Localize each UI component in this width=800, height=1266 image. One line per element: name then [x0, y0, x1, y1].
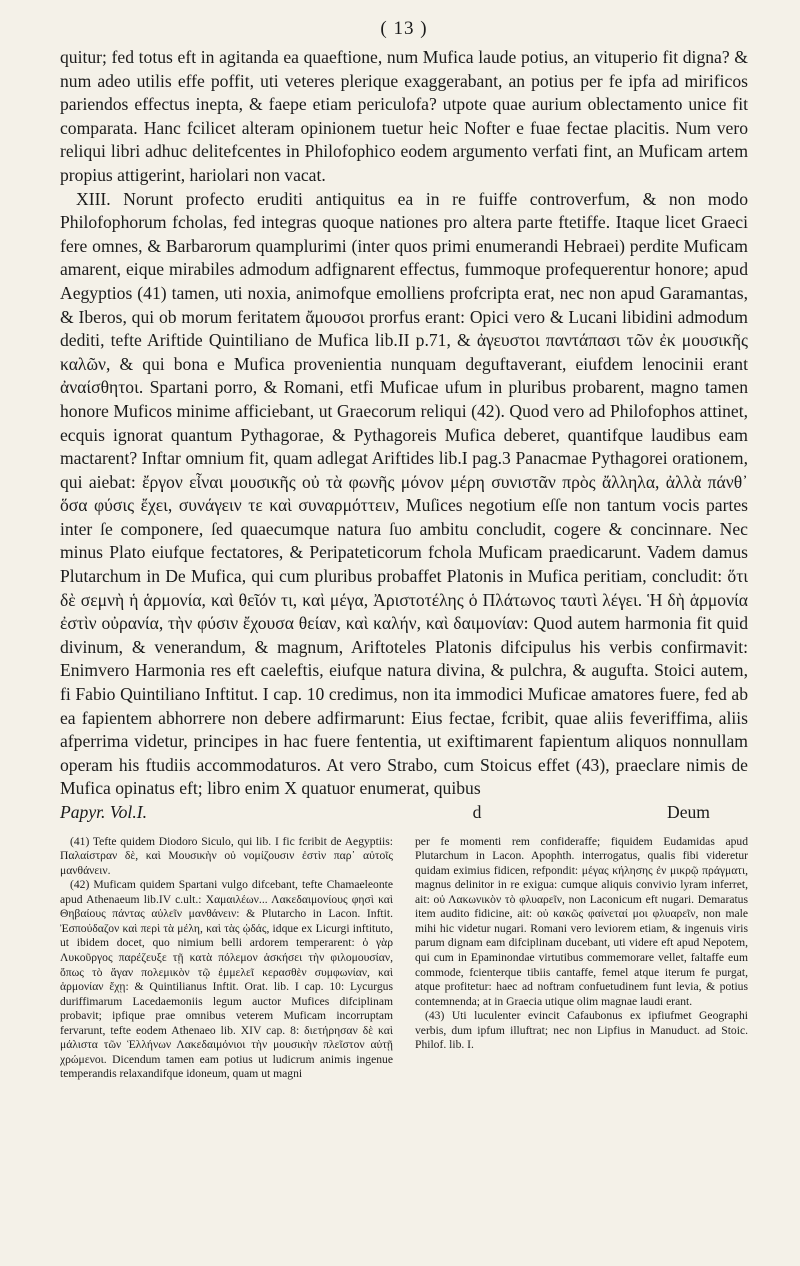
footnote-43: (43) Uti luculenter evincit Cafaubonus ex ipfiufmet Geographi verbis, dum ipfum illuftrat; nec non Lipfius in Manuduct. ad Stoic. Philof. lib. I.: [415, 1009, 748, 1052]
paragraph-section-xiii: XIII. Norunt profecto eruditi antiquitus ea in re fuiffe controverfum, & non modo Philofophorum fcholas, fed integras quoque nationes pro altera parte ftetiffe. Itaque licet Graeci fere omnes, & Barbarorum quamplurimi (inter quos primi enumerandi Hebraei) perdite Muficam amarent, eique mirabiles admodum adfignarent effectus, fummoque profequerentur honore; apud Aegyptios (41) tamen, uti noxia, animofque emolliens profcripta erat, nec non apud Garamantas, & Iberos, qui ob morum feritatem ἄμουσοι prorfus erant: Opici vero & Lucani libidini admodum dediti, tefte Ariftide Quintiliano de Mufica lib.II p.71, & ἀγευστοι παντάπασι τῶν ἐκ μουσικῆς καλῶν, & qui bona e Mufica provenientia nunquam deguftaverant, eiufdem lenocinii erant ἀναίσθητοι. Spartani porro, & Romani, etfi Muficae ufum in pluribus probarent, magno tamen honore Muficos minime afficiebant, ut Graecorum reliqui (42). Quod vero ad Philofophos attinet, ecquis ignorat quantum Pythagorae, & Pythagoreis Mufica deberet, quantifque laudibus eam mactarent? Inftar omnium fit, quam adlegat Ariftides lib.I pag.3 Panacmae Pythagorei orationem, qui aiebat: ἔργον εἶναι μουσικῆς οὐ τὰ φωνῆς μόνον μέρη συνιστᾶν πρὸς ἄλληλα, ἀλλὰ πάνθ᾽ ὅσα φύσις ἔχει, συνάγειν τε καὶ συναρμόττειν, Muſices negotium eſſe non tantum vocis partes inter ſe componere, ſed quaecumque natura ſuo ambitu concludit, cogere & concinnare. Nec minus Plato eiufque fectatores, & Peripateticorum fchola Muficam praedicarunt. Vadem damus Plutarchum in De Mufica, qui cum pluribus probaffet Platonis in Mufica peritiam, concludit: ὅτι δὲ σεμνὴ ἡ ἁρμονία, καὶ θεῖόν τι, καὶ μέγα, Ἀριστοτέλης ὁ Πλάτωνος ταυτὶ λέγει. Ἡ δὴ ἁρμονία ἐστὶν οὐρανία, τὴν φύσιν ἔχουσα θείαν, καὶ καλήν, καὶ δαιμονίαν: Quod autem harmonia fit quid divinum, & venerandum, & magnum, Ariftoteles Platonis difcipulus his verbis confirmavit: Enimvero Harmonia res eft caeleftis, eiufque natura divina, & pulchra, & augufta. Stoici autem, fi Fabio Quintiliano Inftitut. I cap. 10 credimus, non ita immodici Muficae amatores fuere, fed ab ea fapientem abhorrere non debere adfirmarunt: Eius fectae, fcribit, quae aliis feveriffima, aliis afperrima videtur, principes in hac fuere fententia, ut exiftimarent fapientum aliquos nonnullam operam his ftudiis accommodaturos. At vero Strabo, cum Stoicus effet (43), praeclare nimis de Mufica opinatus eft; libro enim X quatuor enumerat, quibus: [60, 188, 748, 799]
footnote-42-continued: per fe momenti rem confideraffe; fiquidem Eudamidas apud Plutarchum in Lacon. Apophth. interrogatus, qualis fibi videretur quidam eximius fidicen, refpondit: μέγας κήλησης ἐν μικρῷ πράγματι, magnus delinitor in re exigua: cumque aliquis convivio lyram inferret, ait: οὐ Λακωνικὸν τὸ φλυαρεῖν, non Laconicum eft nugari. Demaratus item audito fidicine, ait: οὐ κακῶς φαίνεταί μοι φλυαρεῖν, non male mihi hic videtur nugari. Romani vero leviorem etiam, & ingenuis viris parum dignam eam difciplinam ducebant, uti videre eft apud Nepotem, qui cum in Epaminondae virtutibus commemorare vellet, faltaffe eum commode, fcienterque tibiis cantaffe, femel atque iterum fe purgat, atque profitetur: haec ad noftram confuetudinem funt levia, & potius contemnenda; at in Graecia utique olim magnae laudi erant.: [415, 834, 748, 1008]
signature-mark: d: [472, 802, 482, 822]
running-title: Papyr. Vol.I.: [60, 802, 147, 822]
page-footer: [60, 801, 748, 825]
footnotes: [60, 835, 748, 1082]
catchword: Deum: [667, 802, 710, 822]
footnote-41: (41) Tefte quidem Diodoro Siculo, qui lib. I fic fcribit de Aegyptiis: Παλαίστραν δὲ, καὶ Μουσικὴν οὐ νομίζουσιν ἐστὶν παρ᾽ αὐτοῖς μανθάνειν.: [60, 834, 393, 877]
page-number: ( 13 ): [380, 18, 428, 39]
main-text: [60, 46, 748, 801]
footnote-42: (42) Muficam quidem Spartani vulgo difcebant, tefte Chamaeleonte apud Athenaeum lib.IV c.ult.: Χαμαιλέων... Λακεδαιμονίους φησὶ καὶ Θηβαίους πάντας αὐλεῖν μανθάνειν: & Plutarcho in Lacon. Inftit. Ἐσπούδαζον καὶ περὶ τὰ μέλη, καὶ τὰς ᾠδάς, idque ex Licurgi inftituto, ut ibidem docet, quo nimium belli ardorem temperarent: ὁ γὰρ Λυκοῦργος παρέζευξε τῇ κατὰ πόλεμον ἀσκήσει τὴν φιλομουσίαν, ὅπως τὸ ἄγαν πολεμικὸν τῷ ἐμμελεῖ κερασθὲν συμφωνίαν, καὶ ἁρμονίαν ἔχῃ: & Quintilianus Inftit. Orat. lib. I cap. 10: Lycurgus duriffimarum Lacedaemoniis legum auctor Mufices difciplinam probavit; ipfique prae omnibus veterem Muficam incorruptam fervarunt, tefte eodem Athenaeo lib. XIV cap. 8: διετήρησαν δὲ καὶ μάλιστα τῶν Ἑλλήνων Λακεδαιμόνιοι τὴν μουσικὴν πλεῖστον αὐτῇ χρώμενοι. Dicendum tamen eam potius ut ludicrum animis ingenue temperandis relaxandifque idoneum, quam ut magni: [60, 878, 393, 1081]
footnotes-left-column: [60, 835, 393, 1082]
footnotes-right-column: [415, 835, 748, 1082]
paragraph-intro: quitur; fed totus eft in agitanda ea quaeftione, num Mufica laude potius, an vituperio fit digna? & num adeo utilis effe poffit, uti veteres plerique exaggerabant, an potius per fe ipfa ad mirificos pariendos effectus inepta, & faepe etiam periculofa? utpote quae aurium oblectamento unice fit comparata. Hanc fcilicet alteram opinionem tuetur heic Nofter e fuae fectae placitis. Num vero reliqui libri adhuc delitefcentes in Philofophico eodem argumento verfati fint, an Muficam artem propius attigerint, hariolari non vacat.: [60, 47, 748, 185]
